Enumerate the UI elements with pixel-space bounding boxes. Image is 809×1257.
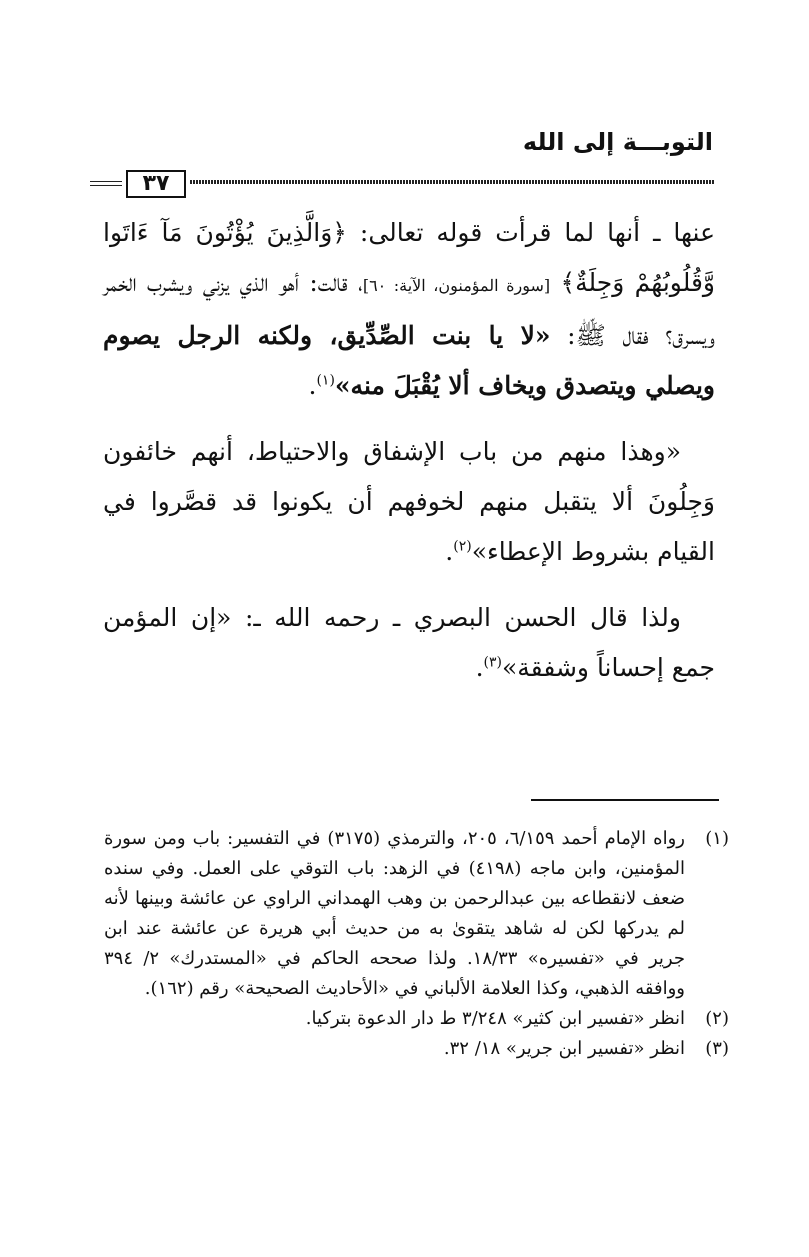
paragraph-2-end: .	[445, 537, 454, 566]
paragraph-1-intro: عنها ـ أنها لما قرأت قوله تعالى:	[346, 218, 715, 247]
footnote-text: انظر «تفسير ابن كثير» ٣/٢٤٨ ط دار الدعوة بتركيا.	[305, 1008, 685, 1029]
footnote-marker-3[interactable]: (٣)	[483, 654, 502, 671]
paragraph-1	[103, 208, 715, 411]
paragraph-1-mid: ، قالت: أهو الذي يزني ويشرب الخمر ويسرق؟ فقال ﷺ:	[103, 268, 715, 350]
paragraph-2	[103, 427, 715, 577]
paragraph-1-end: .	[308, 371, 317, 400]
paragraph-3	[103, 593, 715, 693]
footnote-marker-2[interactable]: (٢)	[453, 538, 472, 555]
paragraph-2-text: «وهذا منهم من باب الإشفاق والاحتياط، أنهم خائفون وَجِلُونَ ألا يتقبل منهم لخوفهم أن يكونوا قد قصَّروا في القيام بشروط الإعطاء»	[103, 437, 715, 566]
running-title: التوبـــة إلى الله	[522, 128, 713, 156]
verse-reference: [سورة المؤمنون، الآية: ٦٠]	[362, 276, 551, 295]
footnote-item	[104, 824, 729, 1004]
footnote-item	[104, 1034, 729, 1064]
quran-verse: ﴿وَالَّذِينَ يُؤْتُونَ مَآ ءَاتَوا وَّقُلُوبُهُمْ وَجِلَةٌ﴾	[103, 218, 715, 297]
main-text	[103, 208, 715, 693]
footnotes	[104, 824, 729, 1064]
header-rule-right	[190, 180, 714, 184]
footnote-text: رواه الإمام أحمد ٦/١٥٩، ٢٠٥، والترمذي (٣١٧٥) في التفسير: باب ومن سورة المؤمنين، وابن ماجه (٤١٩٨) في الزهد: باب التوقي على العمل. وفي سنده ضعف لانقطاعه بين عبدالرحمن بن وهب الهمداني الراوي عن عائشة وبينها لأنه لم يدركها لكن له شاهد يتقوىٰ به من حديث أبي هريرة عن عائشة عند ابن جرير في «تفسيره» ١٨/٣٣. ولذا صححه الحاكم في «المستدرك» ٢/ ٣٩٤ ووافقه الذهبي، وكذا العلامة الألباني في «الأحاديث الصحيحة» رقم (١٦٢).	[104, 828, 685, 999]
hadith-quote: «لا يا بنت الصِّدِّيق، ولكنه الرجل يصوم ويصلي ويتصدق ويخاف ألا يُقْبَلَ منه»	[103, 321, 715, 400]
footnote-number: (١)	[705, 828, 729, 849]
footnote-text: انظر «تفسير ابن جرير» ١٨/ ٣٢.	[443, 1038, 685, 1059]
footnote-marker-1[interactable]: (١)	[316, 372, 335, 389]
footnote-number: (٣)	[705, 1038, 729, 1059]
header-rule-left	[90, 181, 122, 186]
page-number: ٣٧	[126, 170, 186, 198]
footnote-item	[104, 1004, 729, 1034]
paragraph-3-text: ولذا قال الحسن البصري ـ رحمه الله ـ: «إن المؤمن جمع إحساناً وشفقة»	[103, 603, 715, 682]
footnote-number: (٢)	[705, 1008, 729, 1029]
paragraph-3-end: .	[475, 653, 484, 682]
footnote-separator	[531, 799, 719, 801]
